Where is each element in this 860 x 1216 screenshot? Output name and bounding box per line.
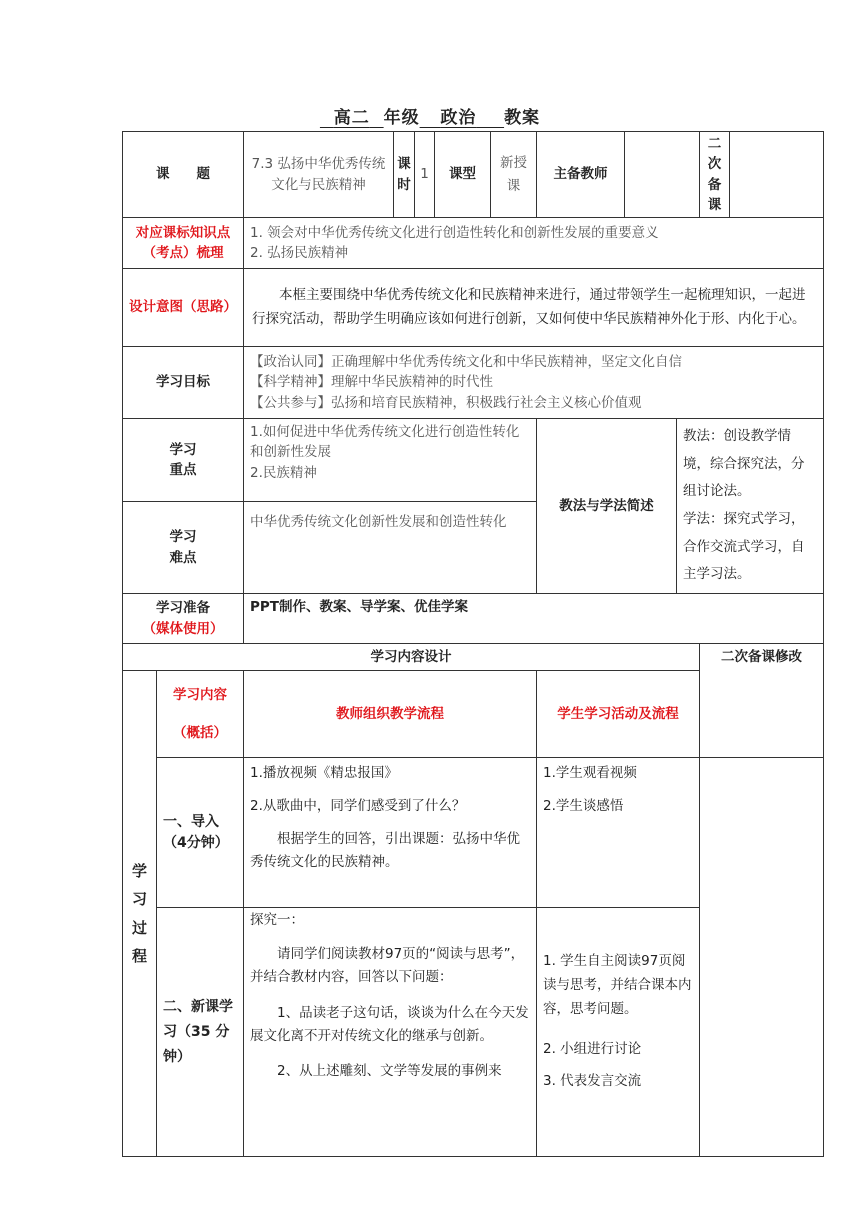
new-lesson-teacher-step: 请同学们阅读教材97页的“阅读与思考”，并结合教材内容，回答以下问题： [250,945,525,986]
student-flow-header: 学生学习活动及流程 [537,671,700,758]
second-prep-value [730,132,824,218]
difficulty-label: 学习 难点 [123,502,244,594]
document-title [0,103,860,128]
new-lesson-student-step: 1. 学生自主阅读97页阅读与思考，并结合课本内容，思考问题。 [543,953,692,1017]
lesson-plan-table [122,131,824,1157]
design-intent-text: 本框主要围绕中华优秀传统文化和民族精神来进行，通过带领学生一起梳理知识，一起进行探究活动，帮助学生明确应该如何进行创新，又如何使中华民族精神外化于形、内化于心。 [244,269,824,347]
new-lesson-student-step: 2. 小组进行讨论 [543,1041,642,1058]
intro-student-step: 1.学生观看视频 [543,765,637,782]
teacher-label: 主备教师 [537,132,625,218]
intro-student-step: 2.学生谈感悟 [543,797,624,814]
focus-row [123,419,824,502]
design-intent-label: 设计意图（思路） [123,269,244,347]
preparation-label: 学习准备 （媒体使用） [123,594,244,644]
design-intent-row [123,269,824,347]
design-section-row [123,644,824,671]
focus-label: 学习 重点 [123,419,244,502]
knowledge-point-item: 1. 领会对中华优秀传统文化进行创造性转化和创新性发展的重要意义 [250,224,659,241]
content-column-header: 学习内容 （概括） [157,671,244,758]
goal-item: 【政治认同】正确理解中华优秀传统文化和中华民族精神，坚定文化自信 [250,354,682,371]
intro-teacher-step: 根据学生的回答，引出课题：弘扬中华优秀传统文化的民族精神。 [250,830,520,871]
new-lesson-teacher-step: 1、品读老子这句话，谈谈为什么在今天发展文化离不开对传统文化的继承与创新。 [250,1004,529,1045]
intro-row [123,758,824,908]
title-grade: 高二 [333,108,370,128]
teacher-flow-header: 教师组织教学流程 [244,671,537,758]
lesson-label: 课 题 [123,132,244,218]
knowledge-points-content [244,218,824,269]
methods-label: 教法与学法简述 [537,419,677,594]
learning-goals-label: 学习目标 [123,347,244,419]
new-lesson-label: 二、新课学习（35 分钟） [157,908,244,1157]
knowledge-points-row [123,218,824,269]
lesson-value: 7.3 弘扬中华优秀传统文化与民族精神 [244,132,394,218]
intro-label: 一、导入（4分钟） [157,758,244,908]
header-row [123,132,824,218]
learning-goals-content [244,347,824,419]
type-value: 新授课 [491,132,537,218]
preparation-row [123,594,824,644]
learning-goals-row [123,347,824,419]
title-doc-type: 教案 [504,108,541,128]
focus-item: 1.如何促进中华优秀传统文化进行创造性转化和创新性发展 [250,424,520,461]
design-section-title: 学习内容设计 [123,644,700,671]
intro-teacher-step: 1.播放视频《精忠报国》 [250,765,398,782]
process-label: 学习过程 [123,671,157,1157]
methods-content [677,419,824,594]
teaching-method: 教法：创设教学情境，综合探究法，分组讨论法。 [683,428,805,500]
new-lesson-student-step: 3. 代表发言交流 [543,1073,642,1090]
teacher-value [625,132,700,218]
new-lesson-student-flow [537,908,700,1157]
focus-content [244,419,537,502]
intro-teacher-step: 2.从歌曲中，同学们感受到了什么？ [250,797,466,814]
difficulty-content: 中华优秀传统文化创新性发展和创造性转化 [244,502,537,594]
period-label: 课时 [394,132,415,218]
goal-item: 【科学精神】理解中华民族精神的时代性 [250,374,493,391]
new-lesson-teacher-step: 2、从上述雕刻、文学等发展的事例来 [277,1063,502,1080]
new-lesson-teacher-flow [244,908,537,1157]
title-subject: 政治 [440,108,477,128]
knowledge-points-label: 对应课标知识点 （考点）梳理 [123,218,244,269]
title-grade-label: 年级 [383,108,420,128]
intro-student-flow [537,758,700,908]
preparation-content: PPT制作、教案、导学案、优佳学案 [244,594,824,644]
second-prep-label: 二次备课 [700,132,730,218]
period-value: 1 [415,132,435,218]
type-label: 课型 [435,132,491,218]
revision-column [700,758,824,1157]
knowledge-point-item: 2. 弘扬民族精神 [250,245,349,261]
goal-item: 【公共参与】弘扬和培育民族精神，积极践行社会主义核心价值观 [250,394,642,411]
revision-header: 二次备课修改 [700,644,824,758]
intro-teacher-flow [244,758,537,908]
new-lesson-teacher-step: 探究一： [250,912,304,929]
focus-item: 2.民族精神 [250,464,317,481]
learning-method: 学法：探究式学习，合作交流式学习，自主学习法。 [683,511,805,583]
